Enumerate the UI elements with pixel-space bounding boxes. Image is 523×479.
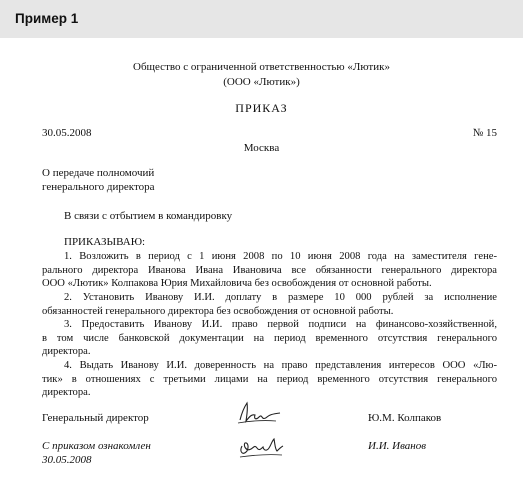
order-item-line: директора.	[42, 346, 91, 358]
reason: В связи с отбытием в командировку	[64, 210, 233, 222]
subject-line-1: О передаче полномочий	[42, 167, 155, 179]
acquaint-date: 30.05.2008	[42, 454, 92, 466]
org-name: Общество с ограниченной ответственностью «Лютик»	[133, 61, 390, 73]
example-header	[0, 0, 523, 38]
order-item-line: в том числе банковской документации на период временного отсутствия генерального	[42, 332, 497, 344]
order-item-line: тик» в отношениях с третьими лицами на период временного отсутствия генерального	[42, 373, 497, 385]
order-item-line: обязанностей генерального директора без освобождения от основной работы.	[42, 305, 394, 317]
order-item-line: ООО «Лютик» Колпакова Юрия Михайловича без освобождения от основной работы.	[42, 278, 432, 290]
order-item-1	[42, 250, 497, 291]
acquaint-name: И.И. Иванов	[368, 440, 427, 452]
org-short-name: (ООО «Лютик»)	[223, 76, 300, 88]
director-name: Ю.М. Колпаков	[368, 412, 442, 424]
order-item-4	[42, 359, 497, 400]
director-signature	[236, 400, 284, 426]
order-item-line: рального директора Иванова Ивана Ивановича все обязанности генерального директора	[42, 264, 497, 276]
order-item-3	[42, 318, 497, 359]
order-item-line: 1. Возложить в период с 1 июня 2008 по 10 июня 2008 года на заместителя гене-	[64, 251, 497, 262]
order-item-line: 3. Предоставить Иванову И.И. право первой подписи на финансово-хозяйственной,	[64, 319, 497, 330]
order-item-line: директора.	[42, 387, 91, 399]
order-item-2	[42, 291, 497, 318]
doc-date: 30.05.2008	[42, 127, 92, 139]
order-item-line: 2. Установить Иванову И.И. доплату в размере 10 000 рублей за исполнение	[64, 292, 497, 303]
doc-number: № 15	[472, 127, 497, 139]
doc-city: Москва	[243, 142, 280, 154]
subject-line-2: генерального директора	[42, 181, 155, 193]
example-title: Пример 1	[15, 11, 79, 26]
order-item-line: 4. Выдать Иванову И.И. доверенность на право представления интересов ООО «Лю-	[64, 360, 497, 371]
doc-type: ПРИКАЗ	[235, 101, 288, 115]
director-position: Генеральный директор	[42, 412, 149, 424]
acquaint-label: С приказом ознакомлен	[42, 440, 151, 452]
employee-signature	[236, 432, 286, 460]
order-word: ПРИКАЗЫВАЮ:	[64, 236, 146, 248]
